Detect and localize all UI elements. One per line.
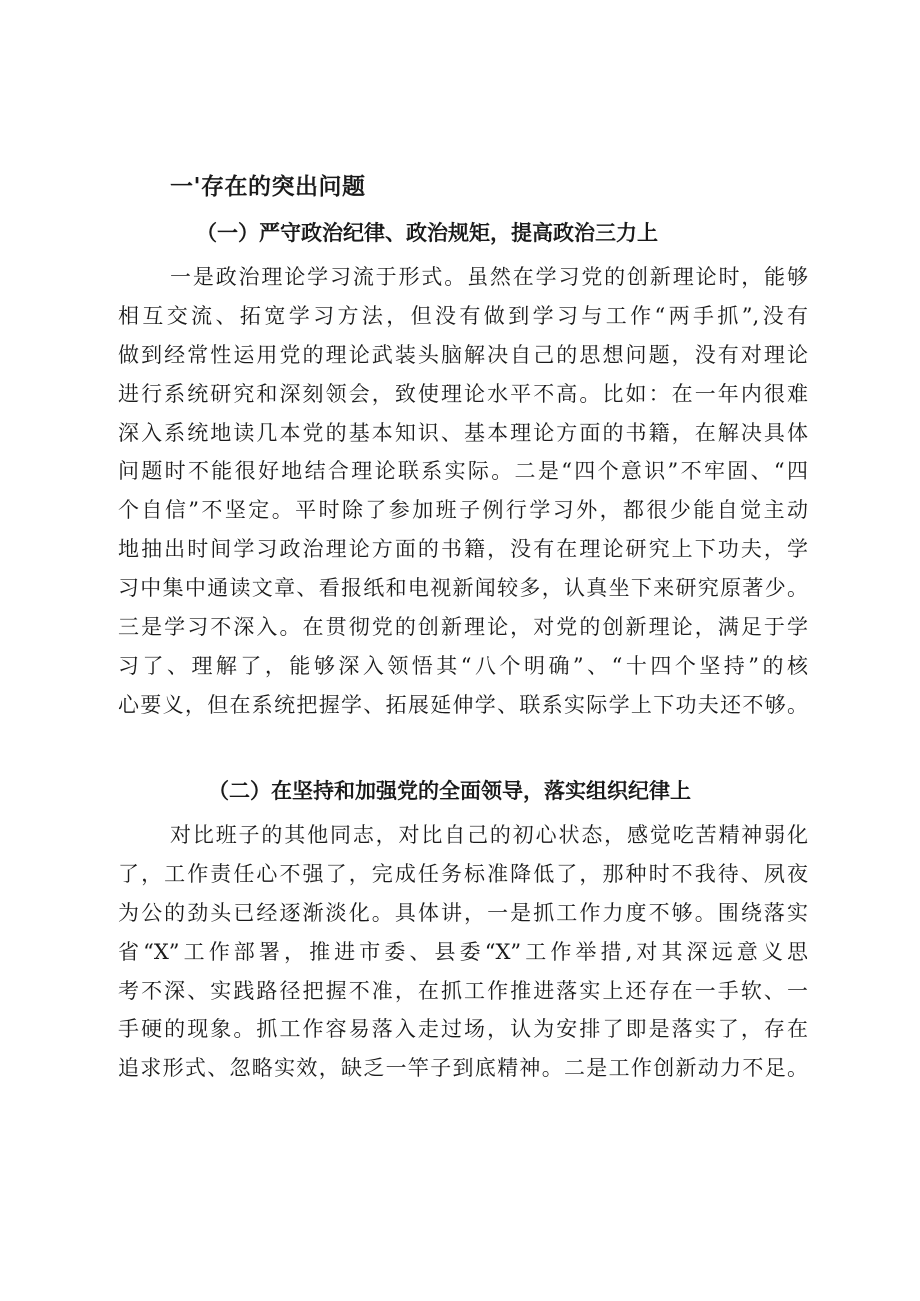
paragraph-line: 考不深、实践路径把握不准，在抓工作推进落实上还存在一手软、一 [118, 978, 808, 1003]
paragraph-line: 进行系统研究和深刻领会，致使理论水平不高。比如：在一年内很难 [118, 381, 808, 406]
paragraph-line: 了，工作责任心不强了，完成任务标准降低了，那种时不我待、夙夜 [118, 861, 808, 886]
subsection-2-paragraph [118, 816, 808, 1088]
paragraph-line: 地抽出时间学习政治理论方面的书籍，没有在理论研究上下功夫，学 [118, 537, 808, 562]
subsection-1-paragraph [118, 258, 808, 725]
paragraph-line: 一是政治理论学习流于形式。虽然在学习党的创新理论时，能够 [170, 265, 808, 289]
paragraph-line: 习了、理解了，能够深入领悟其“八个明确”、“十四个坚持”的核 [118, 653, 808, 678]
subsection-2-title: （二）在坚持和加强党的全面领导，落实组织纪律上 [208, 778, 691, 803]
paragraph-line: 习中集中通读文章、看报纸和电视新闻较多，认真坐下来研究原著少。 [118, 576, 808, 601]
paragraph-line: 问题时不能很好地结合理论联系实际。二是“四个意识”不牢固、“四 [118, 459, 808, 484]
paragraph-line: 心要义，但在系统把握学、拓展延伸学、联系实际学上下功夫还不够。 [118, 692, 808, 717]
paragraph-line: 做到经常性运用党的理论武装头脑解决自己的思想问题，没有对理论 [118, 342, 808, 367]
paragraph-line: 为公的劲头已经逐渐淡化。具体讲，一是抓工作力度不够。围绕落实 [118, 900, 808, 925]
section-title: 一'存在的突出问题 [170, 174, 366, 200]
paragraph-line: 深入系统地读几本党的基本知识、基本理论方面的书籍，在解决具体 [118, 420, 808, 445]
paragraph-line: 手硬的现象。抓工作容易落入走过场，认为安排了即是落实了，存在 [118, 1017, 808, 1042]
paragraph-line: 相互交流、拓宽学习方法，但没有做到学习与工作“两手抓”,没有 [118, 303, 808, 328]
subsection-1-title: （一）严守政治纪律、政治规矩，提高政治三力上 [196, 220, 658, 245]
paragraph-line: 追求形式、忽略实效，缺乏一竿子到底精神。二是工作创新动力不足。 [118, 1056, 808, 1081]
paragraph-line: 三是学习不深入。在贯彻党的创新理论，对党的创新理论，满足于学 [118, 615, 808, 640]
paragraph-line: 省“X”工作部署，推进市委、县委“X”工作举措,对其深远意义思 [118, 939, 808, 964]
paragraph-line: 个自信”不坚定。平时除了参加班子例行学习外，都很少能自觉主动 [118, 498, 808, 523]
paragraph-line: 对比班子的其他同志，对比自己的初心状态，感觉吃苦精神弱化 [170, 823, 808, 847]
